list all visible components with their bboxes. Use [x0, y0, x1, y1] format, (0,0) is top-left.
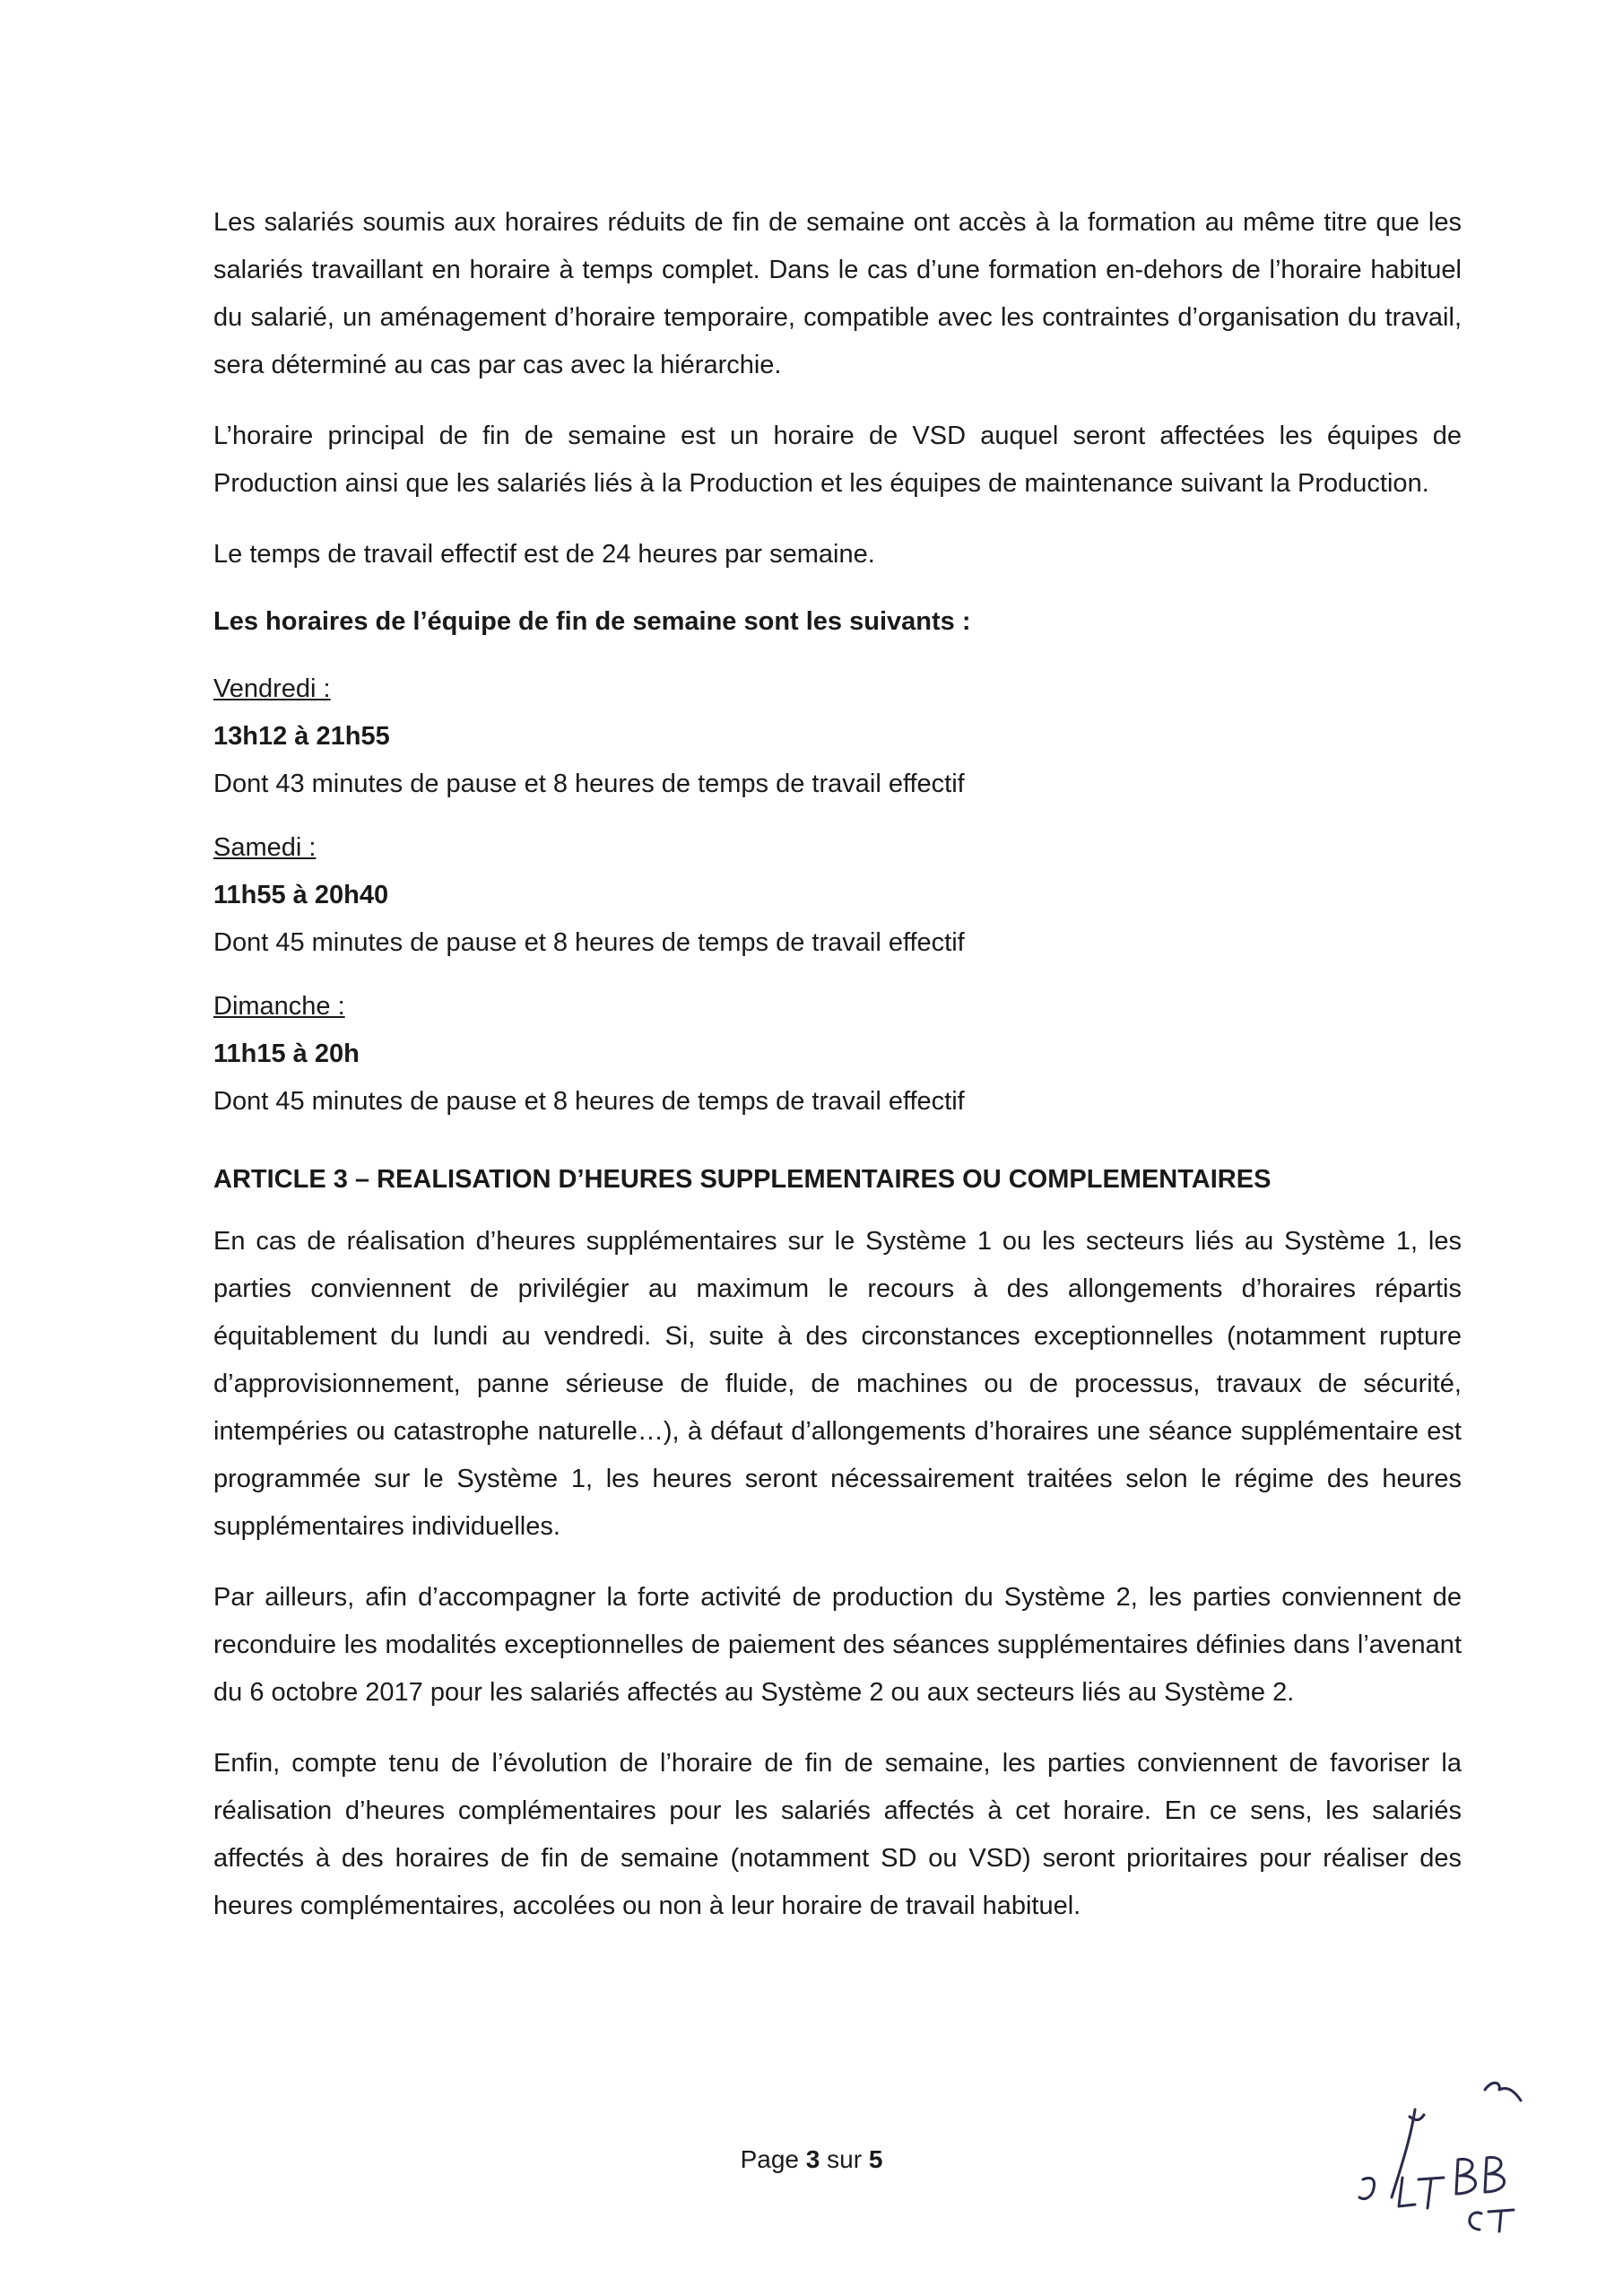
intro-paragraph-1: Les salariés soumis aux horaires réduits de fin de semaine ont accès à la formation au même titre que les salariés travaillant en horaire à temps complet. Dans le cas d’une formation en-dehors de l’horaire habituel du salarié, un aménagement d’horaire temporaire, compatible avec les contraintes d’organisation du travail, sera déterminé au cas par cas avec la hiérarchie. [213, 208, 1462, 379]
day-hours: 11h55 à 20h40 [213, 881, 389, 909]
schedule-saturday [213, 824, 1462, 967]
schedule-heading: Les horaires de l’équipe de fin de semaine sont les suivants : [213, 607, 971, 636]
day-hours: 11h15 à 20h [213, 1039, 360, 1068]
day-label: Dimanche : [213, 992, 345, 1021]
footer-middle: sur [820, 2145, 869, 2173]
article-paragraph-2: Par ailleurs, afin d’accompagner la forte activité de production du Système 2, les parties conviennent de reconduire les modalités exceptionnelles de paiement des séances supplémentaires définies dans l’avenant du 6 octobre 2017 pour les salariés affectés au Système 2 ou aux secteurs liés au Système 2. [213, 1583, 1462, 1707]
day-label: Samedi : [213, 833, 317, 862]
handwritten-initials-signature [1309, 2063, 1542, 2233]
footer-total-pages: 5 [868, 2145, 883, 2173]
day-detail: Dont 43 minutes de pause et 8 heures de temps de travail effectif [213, 770, 965, 798]
intro-paragraph-2: L’horaire principal de fin de semaine est un horaire de VSD auquel seront affectées les équipes de Production ainsi que les salariés liés à la Production et les équipes de maintenance suivant la Production. [213, 422, 1462, 498]
footer-prefix: Page [740, 2145, 806, 2173]
day-detail: Dont 45 minutes de pause et 8 heures de temps de travail effectif [213, 1087, 965, 1116]
footer-current-page: 3 [805, 2145, 820, 2173]
document-body [213, 199, 1462, 1953]
article-3-title: ARTICLE 3 – REALISATION D’HEURES SUPPLEMENTAIRES OU COMPLEMENTAIRES [213, 1165, 1271, 1194]
article-paragraph-1: En cas de réalisation d’heures supplémentaires sur le Système 1 ou les secteurs liés au Système 1, les parties conviennent de privilégier au maximum le recours à des allongements d’horaires répartis équitablement du lundi au vendredi. Si, suite à des circonstances exceptionnelles (notamment rupture d’approvisionnement, panne sérieuse de fluide, de machines ou de processus, travaux de sécurité, intempéries ou catastrophe naturelle…), à défaut d’allongements d’horaires une séance supplémentaire est programmée sur le Système 1, les heures seront nécessairement traitées selon le régime des heures supplémentaires individuelles. [213, 1227, 1462, 1541]
article-paragraph-3: Enfin, compte tenu de l’évolution de l’horaire de fin de semaine, les parties conviennent de favoriser la réalisation d’heures complémentaires pour les salariés affectés à cet horaire. En ce sens, les salariés affectés à des horaires de fin de semaine (notamment SD ou VSD) seront prioritaires pour réaliser des heures complémentaires, accolées ou non à leur horaire de travail habituel. [213, 1749, 1462, 1920]
schedule-friday [213, 665, 1462, 808]
schedule-sunday [213, 983, 1462, 1126]
day-detail: Dont 45 minutes de pause et 8 heures de temps de travail effectif [213, 928, 965, 957]
intro-paragraph-3: Le temps de travail effectif est de 24 heures par semaine. [213, 540, 875, 569]
day-hours: 13h12 à 21h55 [213, 722, 390, 751]
day-label: Vendredi : [213, 674, 331, 703]
